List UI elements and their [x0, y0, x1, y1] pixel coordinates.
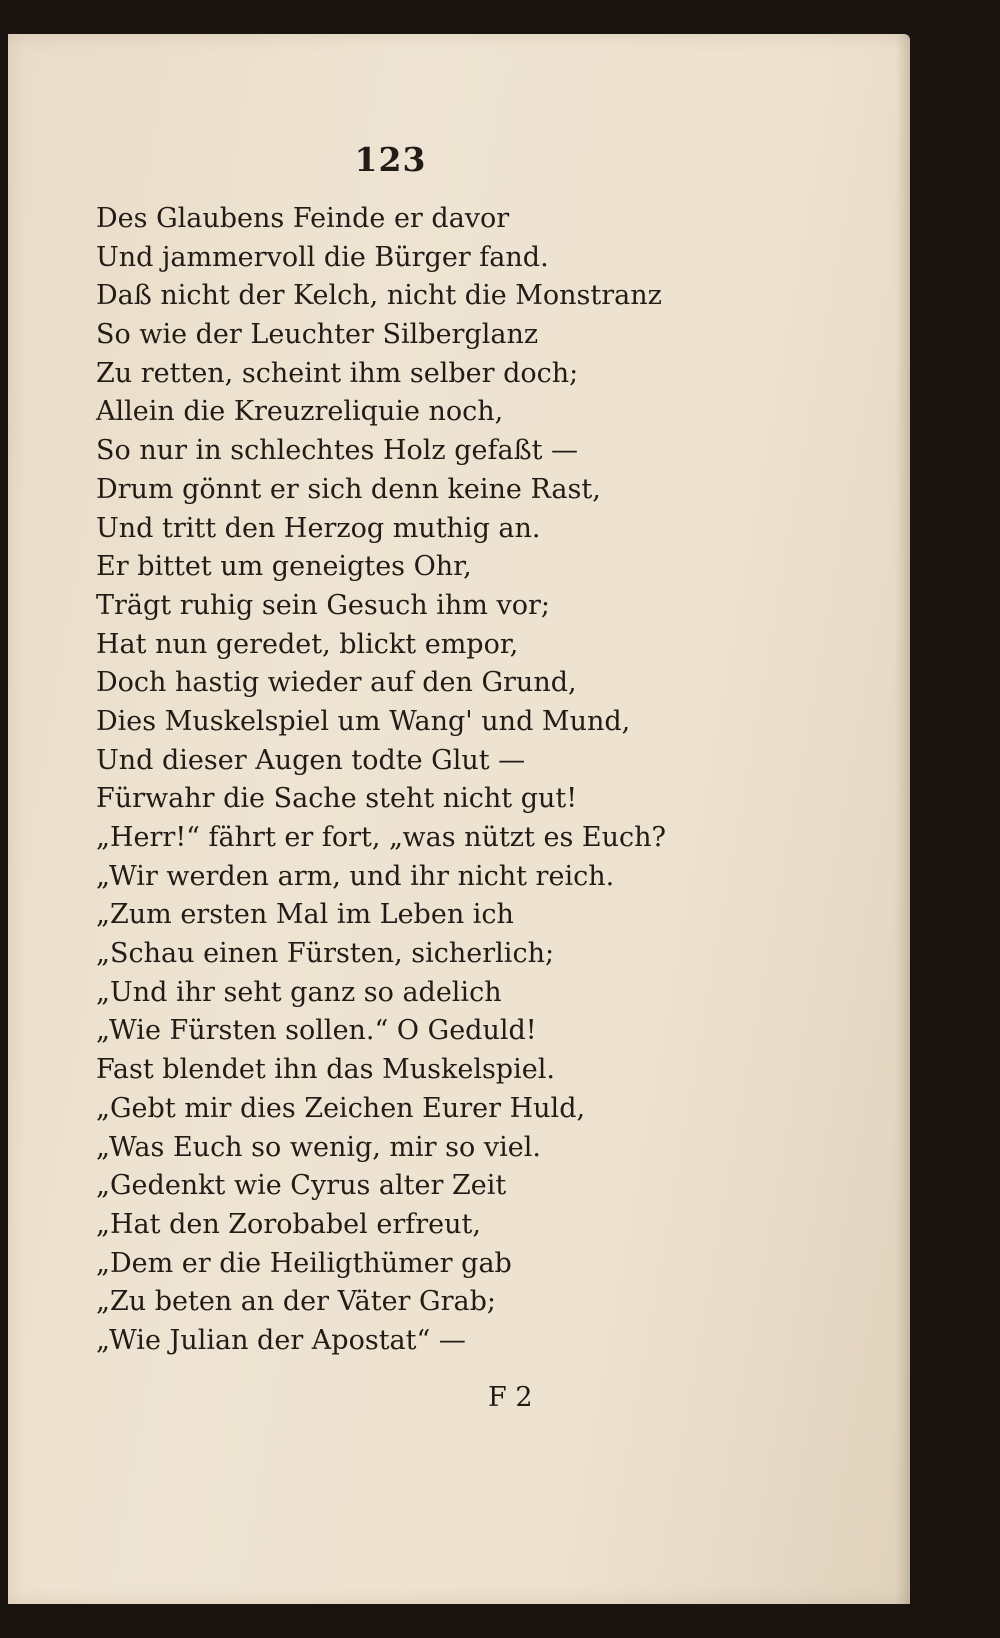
page-edge-shadow [896, 34, 910, 1604]
verse-line: „Was Euch so wenig, mir so viel. [96, 1131, 541, 1163]
verse-line: Trägt ruhig sein Gesuch ihm vor; [96, 589, 550, 621]
verse-line: Und tritt den Herzog muthig an. [96, 512, 541, 544]
verse-line: Daß nicht der Kelch, nicht die Monstranz [96, 280, 662, 312]
verse-line: Er bittet um geneigtes Ohr, [96, 551, 472, 583]
book-page [8, 34, 910, 1604]
verse-line: „Und ihr seht ganz so adelich [96, 976, 502, 1008]
verse-line: Und dieser Augen todte Glut — [96, 744, 526, 776]
verse-line: Dies Muskelspiel um Wang' und Mund, [96, 705, 631, 737]
verse-line: Hat nun geredet, blickt empor, [96, 628, 519, 660]
verse-line: „Wie Fürsten sollen.“ O Geduld! [96, 1015, 537, 1047]
verse-line: So wie der Leuchter Silberglanz [96, 319, 539, 351]
verse-line: Fürwahr die Sache steht nicht gut! [96, 783, 578, 815]
verse-line: Zu retten, scheint ihm selber doch; [96, 357, 579, 389]
verse-line: „Wir werden arm, und ihr nicht reich. [96, 860, 615, 892]
verse-line: „Dem er die Heiligthümer gab [96, 1247, 512, 1279]
verse-line: „Gedenkt wie Cyrus alter Zeit [96, 1170, 507, 1202]
signature-mark: F 2 [488, 1382, 533, 1413]
verse-line: „Zu beten an der Väter Grab; [96, 1286, 496, 1318]
verse-line: „Hat den Zorobabel erfreut, [96, 1208, 481, 1240]
verse-line: Doch hastig wieder auf den Grund, [96, 667, 577, 699]
verse-text [96, 200, 896, 1361]
verse-line: Des Glaubens Feinde er davor [96, 203, 510, 234]
verse-line: Fast blendet ihn das Muskelspiel. [96, 1054, 555, 1086]
verse-line: „Zum ersten Mal im Leben ich [96, 899, 514, 931]
verse-line: „Wie Julian der Apostat“ — [96, 1324, 466, 1356]
verse-line: „Herr!“ fährt er fort, „was nützt es Euch? [96, 822, 666, 853]
page-number: 123 [354, 140, 427, 179]
verse-line: „Gebt mir dies Zeichen Eurer Huld, [96, 1092, 586, 1124]
verse-line: Und jammervoll die Bürger fand. [96, 241, 549, 273]
verse-line: Drum gönnt er sich denn keine Rast, [96, 473, 601, 505]
verse-line: Allein die Kreuzreliquie noch, [96, 396, 504, 428]
verse-line: „Schau einen Fürsten, sicherlich; [96, 938, 555, 970]
verse-line: So nur in schlechtes Holz gefaßt — [96, 435, 579, 467]
